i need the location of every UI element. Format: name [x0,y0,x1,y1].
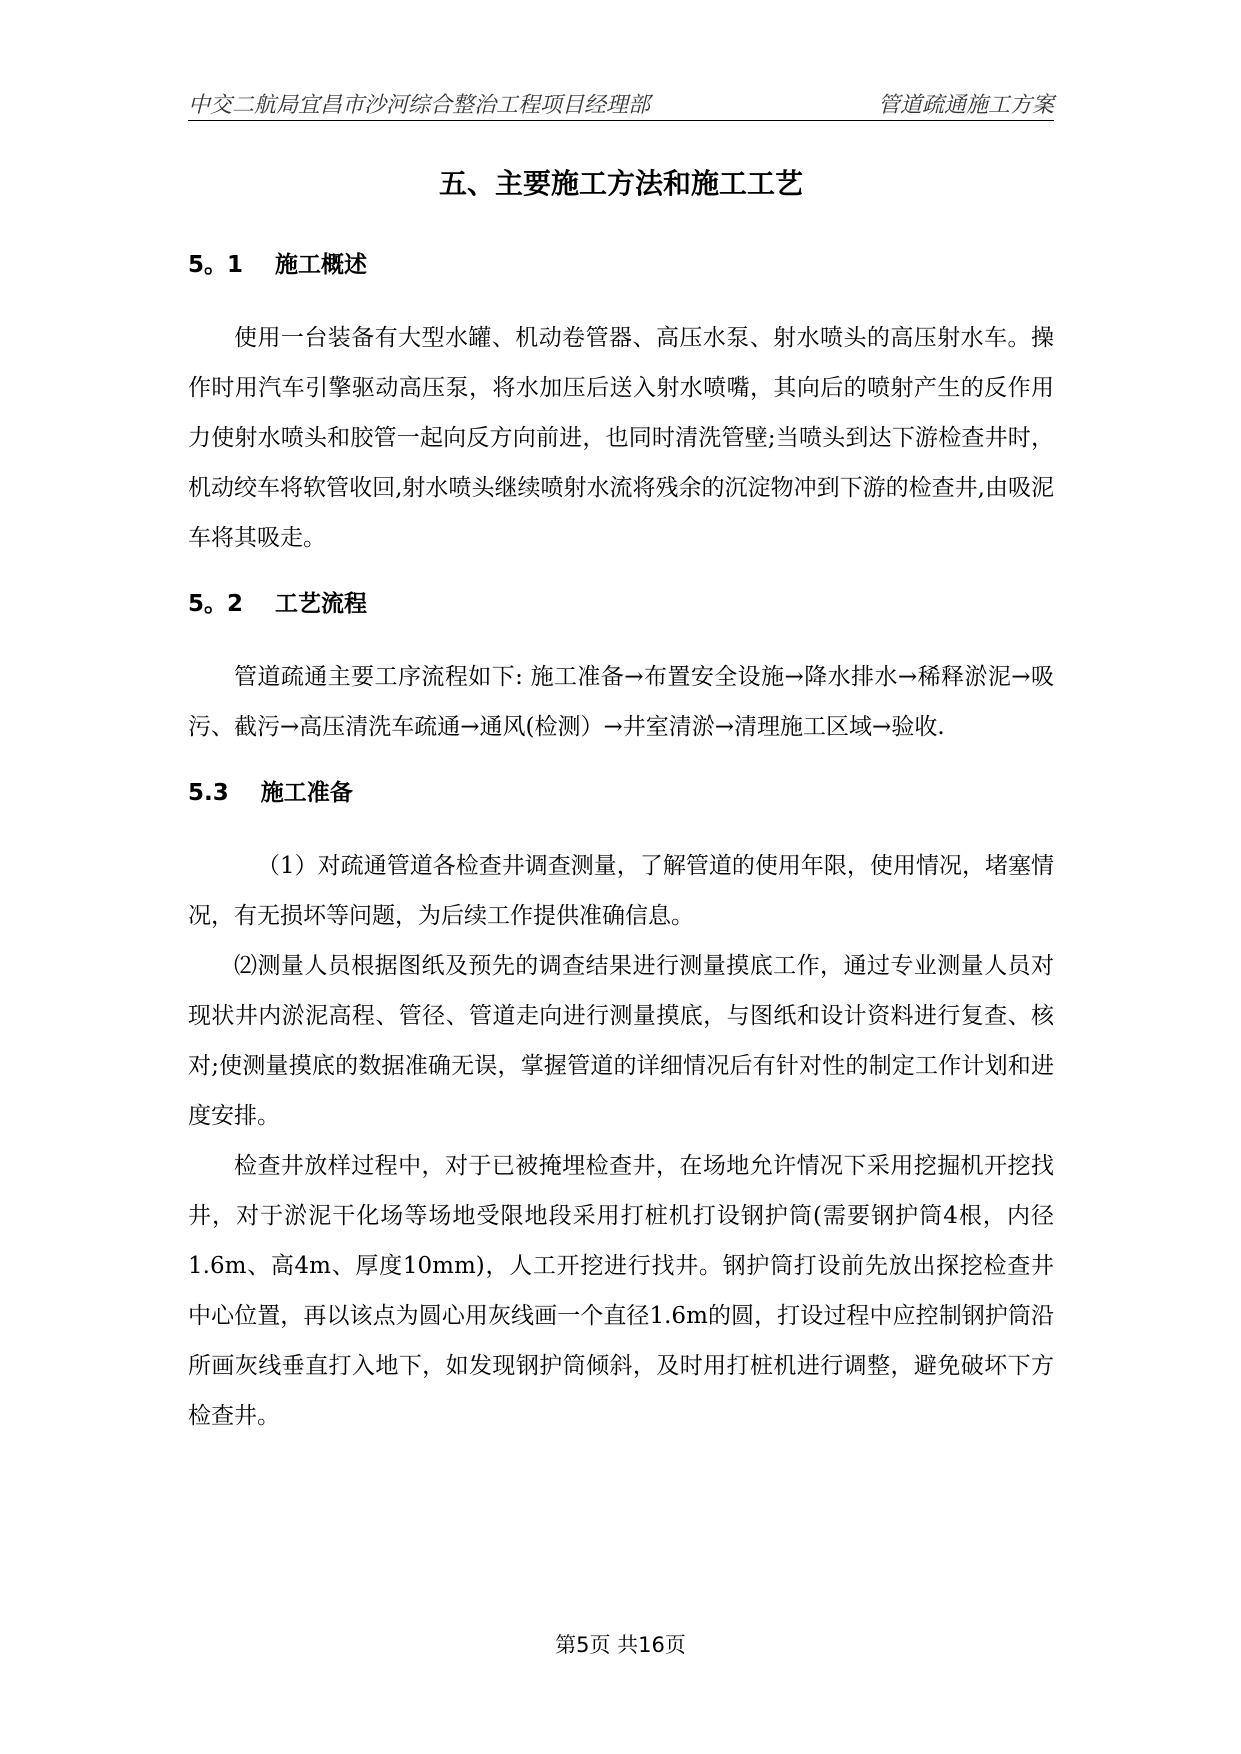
paragraph-prep-item-1: （1）对疏通管道各检查井调查测量，了解管道的使用年限，使用情况，堵塞情况，有无损坏等问题，为后续工作提供准确信息。 [188,853,1054,929]
header-org-name: 中交二航局宜昌市沙河综合整治工程项目经理部 [188,93,651,118]
paragraph-overview: 使用一台装备有大型水罐、机动卷管器、高压水泵、射水喷头的高压射水车。操作时用汽车引擎驱动高压泵，将水加压后送入射水喷嘴，其向后的喷射产生的反作用力使射水喷头和胶管一起向反方向前进，也同时清洗管壁;当喷头到达下游检查井时，机动绞车将软管收回,射水喷头继续喷射水流将残余的沉淀物冲到下游的检查井,由吸泥车将其吸走。 [188,325,1054,551]
chapter-title: 五、主要施工方法和施工工艺 [438,167,803,200]
paragraph-prep-item-2: ⑵测量人员根据图纸及预先的调查结果进行测量摸底工作，通过专业测量人员对现状井内淤泥高程、管径、管道走向进行测量摸底，与图纸和设计资料进行复查、核对;使测量摸底的数据准确无误，掌握管道的详细情况后有针对性的制定工作计划和进度安排。 [188,953,1054,1129]
section-heading-5-1: 5。1 施工概述 [188,252,368,278]
paragraph-prep-stakeout: 检查井放样过程中，对于已被掩埋检查井，在场地允许情况下采用挖掘机开挖找井，对于淤泥干化场等场地受限地段采用打桩机打设钢护筒(需要钢护筒4根，内径1.6m、高4m、厚度10mm)，人工开挖进行找井。钢护筒打设前先放出探挖检查井中心位置，再以该点为圆心用灰线画一个直径1.6m的圆，打设过程中应控制钢护筒沿所画灰线垂直打入地下，如发现钢护筒倾斜，及时用打桩机进行调整，避免破坏下方检查井。 [188,1153,1054,1429]
page-number-footer: 第5页 共16页 [555,1633,686,1657]
page-header [188,86,1054,121]
section-heading-5-3: 5.3 施工准备 [188,780,353,806]
document-body [188,160,1054,1441]
header-doc-title: 管道疏通施工方案 [877,93,1054,118]
section-heading-5-2: 5。2 工艺流程 [188,591,368,617]
paragraph-process-flow: 管道疏通主要工序流程如下: 施工准备→布置安全设施→降水排水→稀释淤泥→吸污、截污→高压清洗车疏通→通风(检测）→井室清淤→清理施工区域→验收. [188,664,1054,740]
